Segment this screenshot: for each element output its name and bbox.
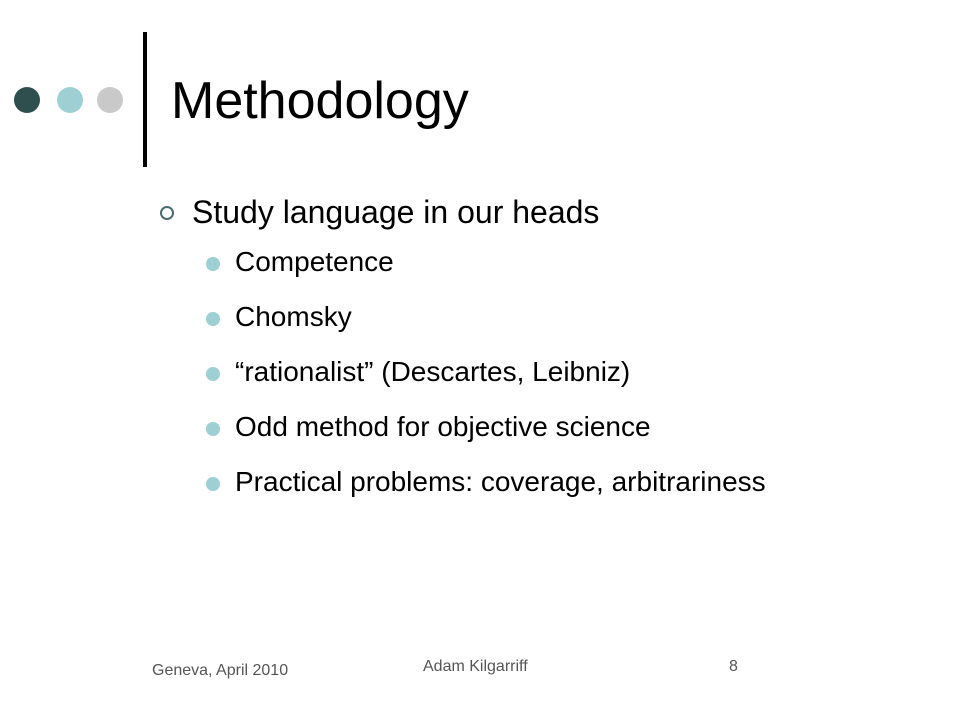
ring-bullet-icon [160, 206, 174, 220]
main-bullet [160, 190, 920, 234]
decorative-dot-teal [57, 87, 83, 113]
sub-bullet-text: Practical problems: coverage, arbitrariness [235, 466, 766, 497]
sub-bullet-item [160, 355, 920, 389]
round-bullet-icon [206, 367, 220, 381]
decorative-dot-dark [14, 87, 40, 113]
main-bullet-text: Study language in our heads [192, 194, 600, 230]
slide-content [160, 190, 920, 520]
footer-author: Adam Kilgarriff [423, 658, 528, 675]
sub-bullet-item [160, 245, 920, 279]
footer-page-number: 8 [729, 658, 738, 675]
sub-bullet-item [160, 410, 920, 444]
sub-bullet-list [160, 245, 920, 499]
sub-bullet-text: “rationalist” (Descartes, Leibniz) [235, 356, 631, 387]
slide-title: Methodology [171, 72, 469, 130]
sub-bullet-text: Odd method for objective science [235, 411, 651, 442]
sub-bullet-text: Competence [235, 246, 394, 277]
sub-bullet-text: Chomsky [235, 301, 352, 332]
sub-bullet-item [160, 300, 920, 334]
footer-location-date: Geneva, April 2010 [152, 662, 289, 679]
round-bullet-icon [206, 312, 220, 326]
decorative-dot-grey [97, 87, 123, 113]
round-bullet-icon [206, 422, 220, 436]
round-bullet-icon [206, 477, 220, 491]
round-bullet-icon [206, 257, 220, 271]
sub-bullet-item [160, 465, 795, 499]
title-divider [143, 32, 147, 167]
